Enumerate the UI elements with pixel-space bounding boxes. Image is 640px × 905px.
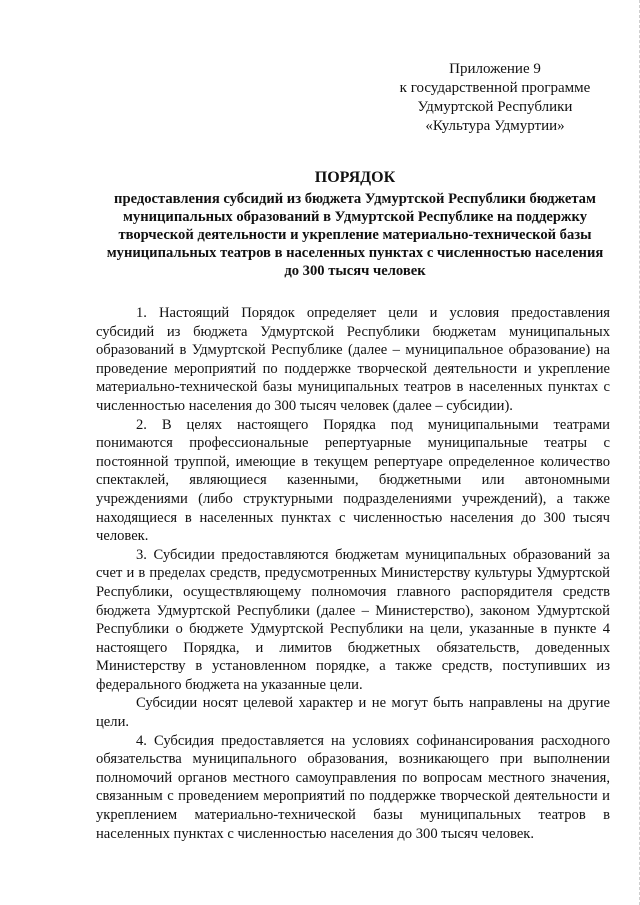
paragraph-2: 2. В целях настоящего Порядка под муниципальными театрами понимаются профессиональные репертуарные муниципальные театры с постоянной труппой, имеющие в текущем репертуаре определенное количество спектаклей, являющиеся казенными, бюджетными или автономными учреждениями (либо структурными подразделениями учреждений), а также находящиеся в населенных пунктах с численностью населения до 300 тысяч человек. xyxy=(96,416,610,545)
subtitle-line: муниципальных образований в Удмуртской Республике на поддержку xyxy=(122,209,588,225)
appendix-line: Приложение 9 xyxy=(449,61,541,77)
subtitle-line: предоставления субсидий из бюджета Удмуртской Республики бюджетам xyxy=(114,191,596,207)
appendix-line: к государственной программе xyxy=(399,80,591,96)
appendix-line: «Культура Удмуртии» xyxy=(425,118,565,134)
document-title: ПОРЯДОК xyxy=(314,169,396,186)
paragraph-3: 3. Субсидии предоставляются бюджетам муниципальных образований за счет и в пределах средств, предусмотренных Министерству культуры Удмуртской Республики, осуществляющему полномочия главного распорядителя средств бюджета Удмуртской Республики (далее – Министерство), законом Удмуртской Республики о бюджете Удмуртской Республики на цели, указанные в пункте 4 настоящего Порядка, и лимитов бюджетных обязательств, доведенных Министерству в установленном порядке, а также средств, поступивших из федерального бюджета на указанные цели. xyxy=(96,546,610,693)
subtitle-line: до 300 тысяч человек xyxy=(284,263,426,279)
document-subtitle xyxy=(80,190,630,280)
subtitle-line: творческой деятельности и укрепление материально-технической базы xyxy=(118,227,592,243)
paragraph-4: 4. Субсидия предоставляется на условиях софинансирования расходного обязательства муниципального образования, возникающего при выполнении полномочий органов местного самоуправления по вопросам местного значения, связанным с проведением мероприятий по поддержке творческой деятельности и укреплением материально-технической базы муниципальных театров в населенных пунктах с численностью населения до 300 тысяч человек. xyxy=(96,732,610,842)
subtitle-line: муниципальных театров в населенных пунктах с численностью населения xyxy=(106,245,604,261)
paragraph-3-note: Субсидии носят целевой характер и не могут быть направлены на другие цели. xyxy=(96,695,610,731)
appendix-line: Удмуртской Республики xyxy=(417,99,573,115)
document-body xyxy=(96,304,610,843)
appendix-header xyxy=(380,60,610,136)
paragraph-1: 1. Настоящий Порядок определяет цели и условия предоставления субсидий из бюджета Удмуртской Республики бюджетам муниципальных образований в Удмуртской Республике (далее – муниципальное образование) на проведение мероприятий по поддержке творческой деятельности и укрепление материально-технической базы муниципальных театров в населенных пунктах с численностью населения до 300 тысяч человек (далее – субсидии). xyxy=(96,305,610,414)
title-block xyxy=(80,168,630,280)
